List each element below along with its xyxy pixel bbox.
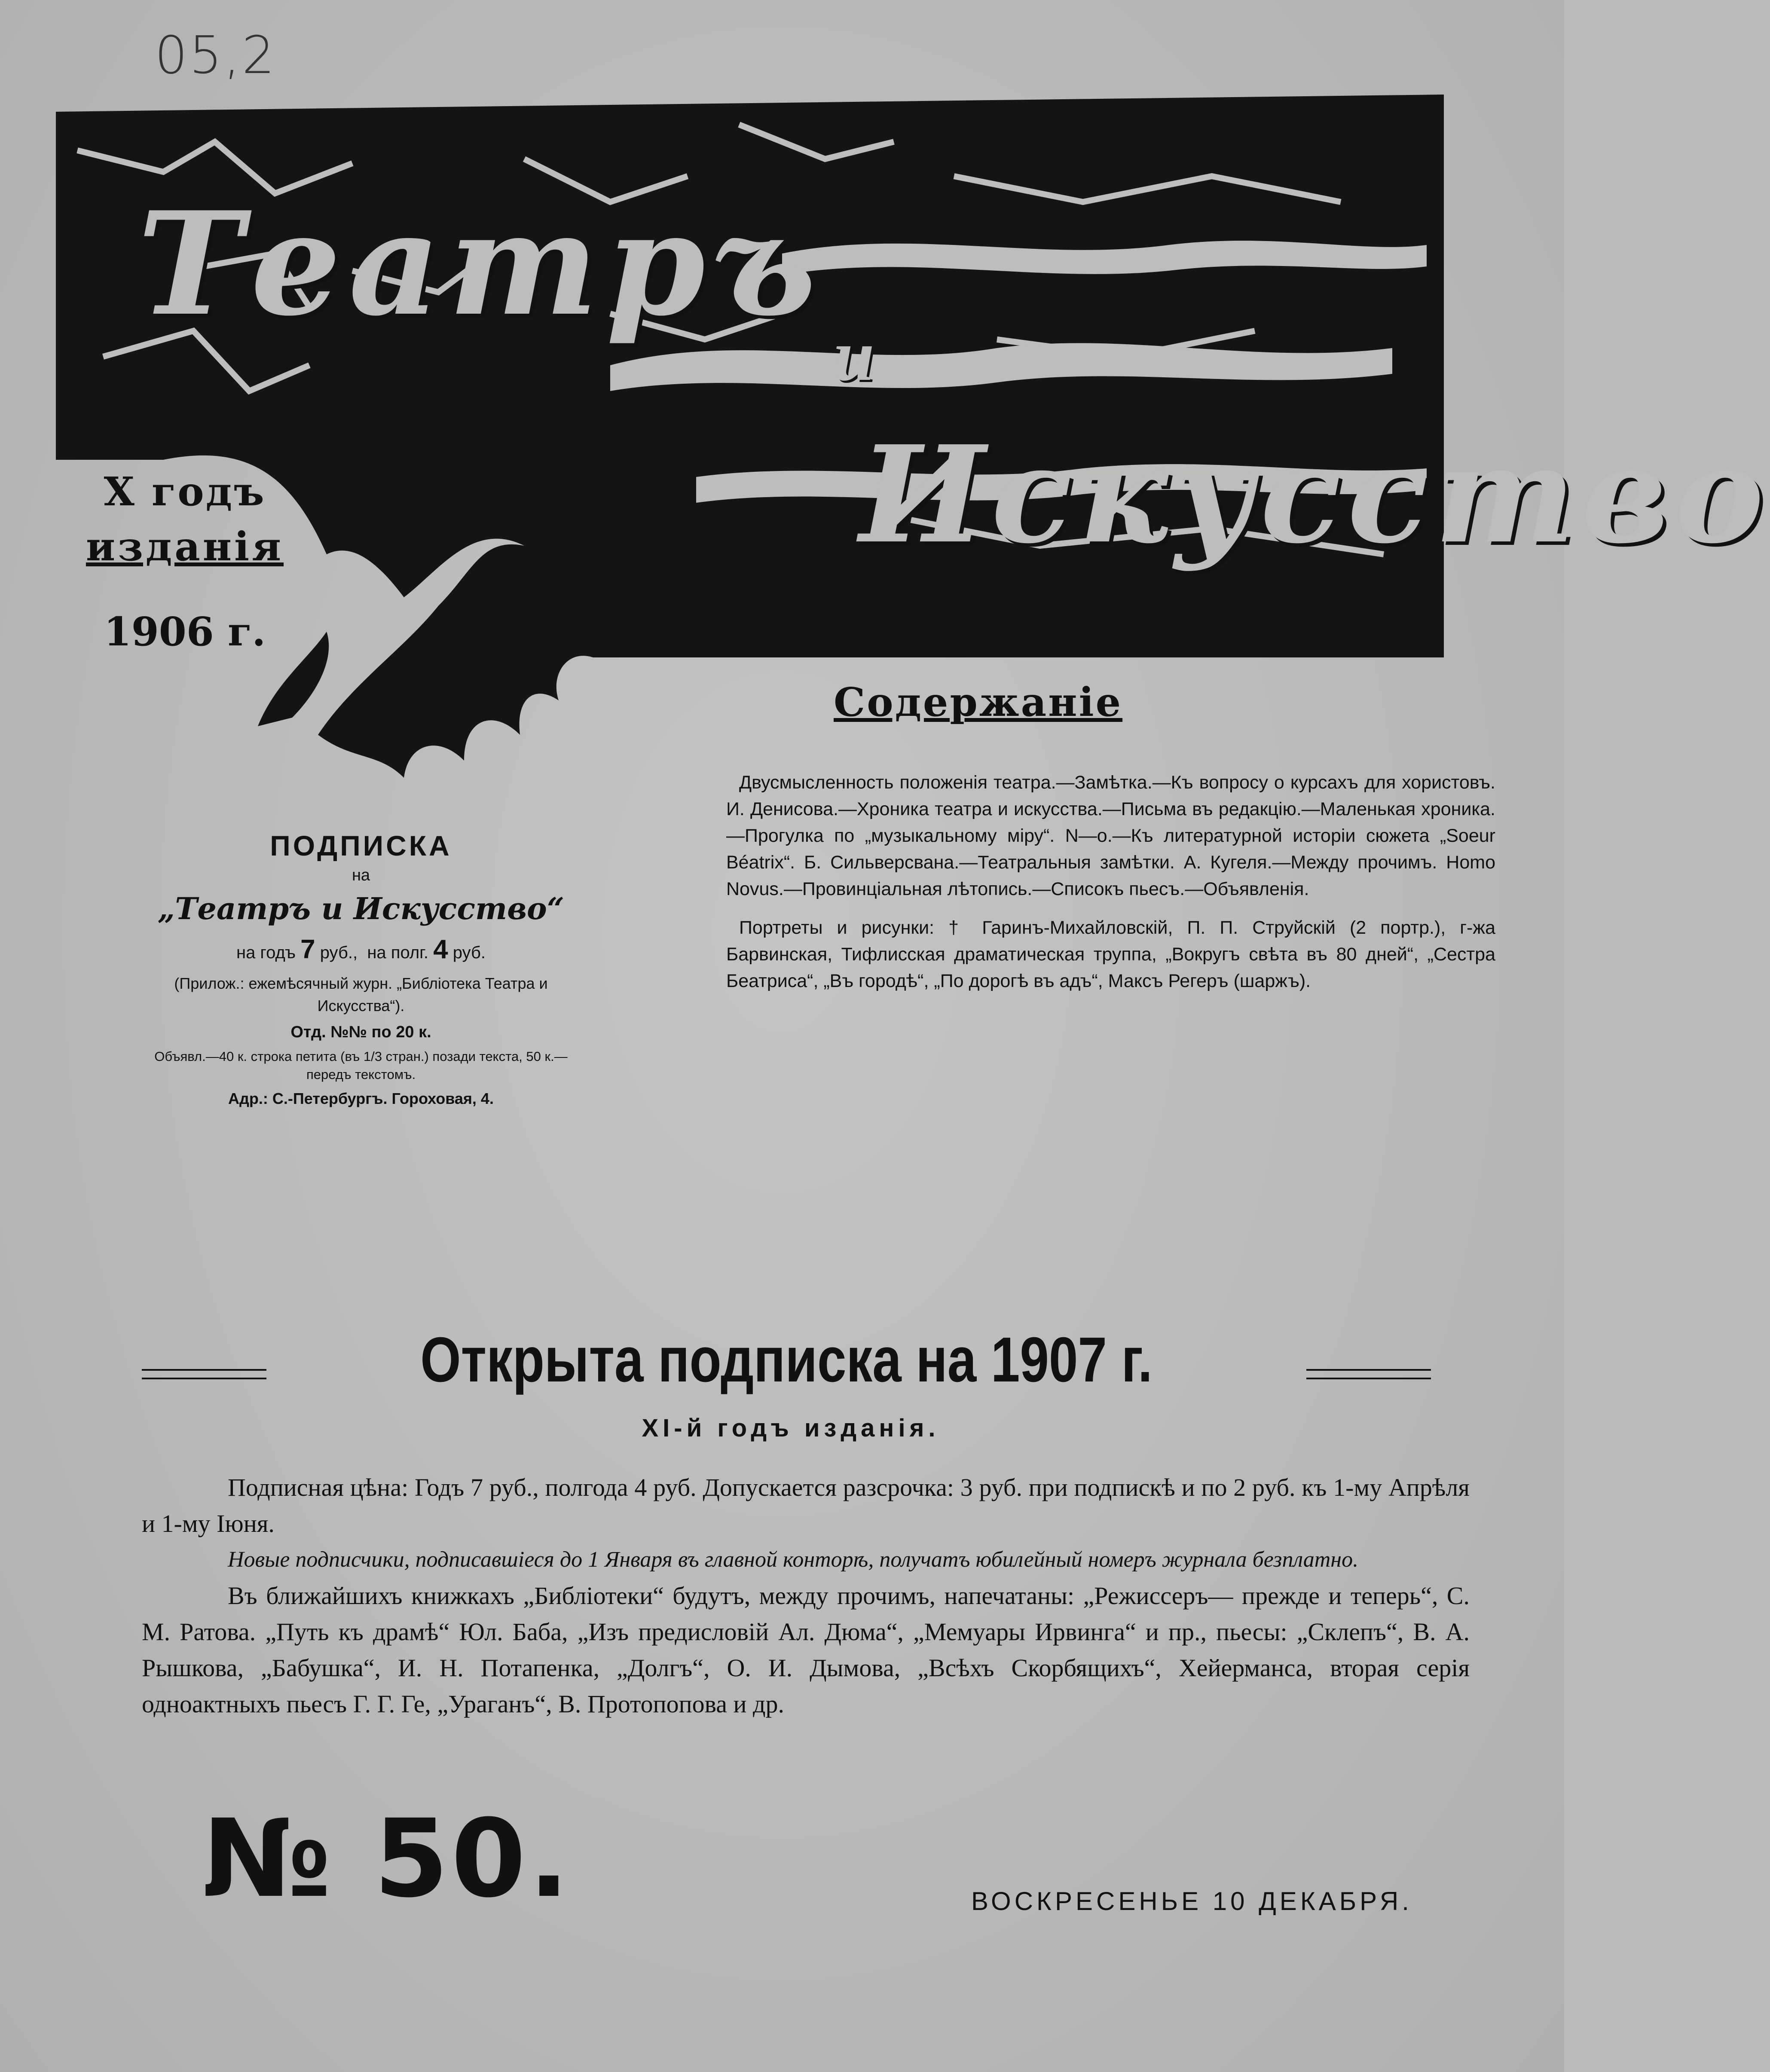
title-rule-right (1306, 1369, 1431, 1379)
masthead-and: и (834, 315, 874, 396)
issue-date: ВОСКРЕСЕНЬЕ 10 ДЕКАБРЯ. (971, 1887, 1412, 1916)
paragraph-new-subscribers: Новые подписчики, подписавшіеся до 1 Января въ главной конторѣ, получатъ юбилейный номеръ журнала безплатно. (228, 1547, 1359, 1572)
subscription-na: на (352, 866, 370, 884)
open-subscription-body (142, 1470, 1470, 1722)
price-half-pre: на полг. (367, 943, 428, 962)
subscription-supplement: (Прилож.: ежемѣсячный журн. „Библіотека Театра и Искусства“). (174, 975, 548, 1015)
paragraph-price: Подписная цѣна: Годъ 7 руб., полгода 4 руб. Допускается разсрочка: 3 руб. при подпискѣ и по 2 руб. къ 1-му Апрѣля и 1-му Іюня. (142, 1473, 1470, 1537)
contents-heading: Содержаніе (834, 679, 1123, 725)
masthead-subtitle: Искусство (859, 417, 1770, 573)
issue-number: № 50. (202, 1796, 572, 1921)
contents-portraits: Портреты и рисунки: † Гаринъ-Михайловскій, П. П. Струйскій (2 портр.), г-жа Барвинская, Тифлисская драматическая труппа, „Вокругъ свѣта въ 80 дней“, „Сестра Беатриса“, „Въ городѣ“, „По дорогѣ въ адъ“, Максъ Регеръ (шаржъ). (726, 917, 1495, 991)
price-year-pre: на годъ (236, 943, 296, 962)
year-of-publication (64, 468, 305, 655)
subscription-magazine: „Театръ и Искусство“ (157, 891, 565, 926)
subscription-heading: ПОДПИСКА (270, 830, 452, 862)
subscription-address: Адр.: С.-Петербургъ. Гороховая, 4. (228, 1090, 494, 1107)
price-half-unit: руб. (452, 943, 486, 962)
paragraph-library: Въ ближайшихъ книжкахъ „Библіотеки“ будутъ, между прочимъ, напечатаны: „Режиссеръ— прежде и теперь“, С. М. Ратова. „Путь къ драмѣ“ Юл. Баба, „Изъ предисловій Ал. Дюма“, „Мемуары Ирвинга“ и пр., пьесы: „Склепъ“, В. А. Рышкова, „Бабушка“, И. Н. Потапенка, „Долгъ“, О. И. Дымова, „Всѣхъ Скорбящихъ“, Хейерманса, вторая серія одноактныхъ пьесъ Г. Г. Ге, „Ураганъ“, В. Протопопова и др. (142, 1582, 1470, 1718)
handwritten-note: 05,2 (155, 26, 277, 86)
masthead-title: Театръ (138, 180, 824, 347)
year-line-3: 1906 г. (104, 608, 266, 655)
price-year-unit: руб., (320, 943, 358, 962)
subscription-box (138, 829, 584, 1108)
title-rule-left (142, 1369, 266, 1379)
year-line-1: X годъ (104, 468, 266, 515)
subscription-single-issues: Отд. №№ по 20 к. (290, 1023, 431, 1041)
contents-text: Двусмысленность положенія театра.—Замѣтка.—Къ вопросу о курсахъ для хористовъ. И. Денисова.—Хроника театра и искусства.—Письма въ редакцію.—Маленькая хроника.—Прогулка по „музыкальному міру“. N—о.—Къ литературной исторіи сюжета „Soeur Béatrix“. Б. Сильверсвана.—Театральныя замѣтки. А. Кугеля.—Между прочимъ. Homo Novus.—Провинціальная лѣтопись.—Списокъ пьесъ.—Объявленія. (726, 772, 1495, 899)
masthead (52, 90, 1770, 786)
subscription-ads: Объявл.—40 к. строка петита (въ 1/3 стран.) позади текста, 50 к.—передъ текстомъ. (154, 1049, 568, 1082)
open-subscription-title: Открыта подписка на 1907 г. (420, 1324, 1152, 1395)
price-year: 7 (300, 935, 315, 964)
open-subscription-subtitle: XI-й годъ изданія. (642, 1414, 940, 1442)
price-half: 4 (433, 935, 448, 964)
year-line-2: изданія (86, 523, 284, 570)
subscription-price (138, 934, 584, 965)
contents-list (726, 769, 1495, 1006)
